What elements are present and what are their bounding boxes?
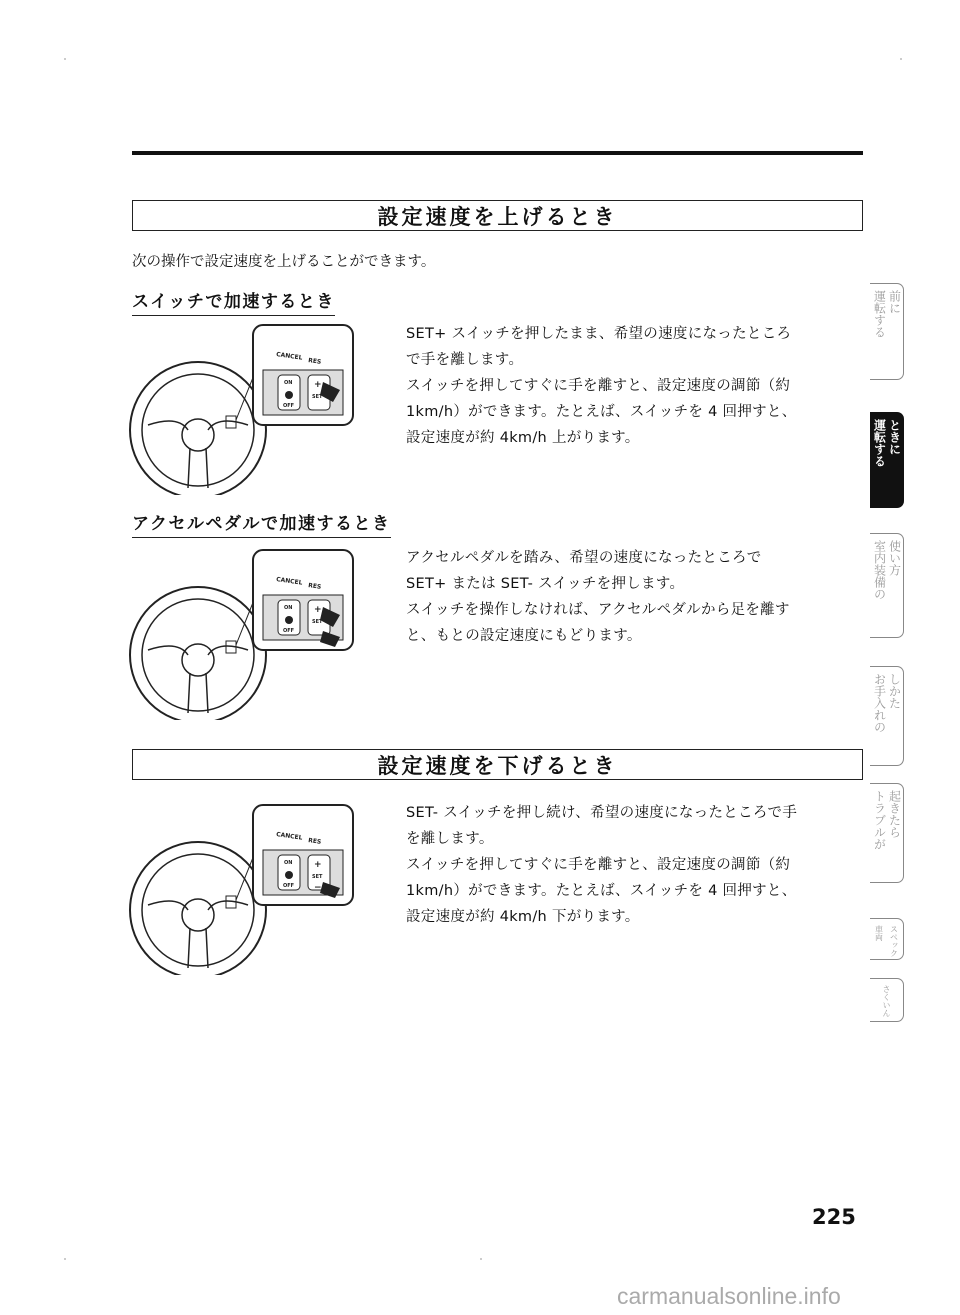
page-number: 225 [812, 1205, 856, 1229]
side-tab-label: お手入れの [872, 673, 887, 733]
plus-label: + [314, 860, 322, 870]
side-tab-label: 前に [887, 290, 902, 314]
side-tab-label: 車両 [874, 925, 884, 941]
decrease-line-1: SET- スイッチを押し続け、希望の速度になったところで手 [406, 805, 798, 821]
side-tab-label: 起きたら [887, 790, 902, 838]
crop-mark [64, 1258, 66, 1260]
cancel-label: CANCEL [275, 831, 303, 842]
minus-label: − [314, 883, 322, 893]
side-tab-label: 室内装備の [872, 540, 887, 600]
top-rule [132, 151, 863, 155]
cancel-label: CANCEL [275, 576, 303, 587]
res-label: RES [307, 837, 322, 846]
pedal-line-4: と、もとの設定速度にもどります。 [406, 628, 642, 644]
side-tab-label: さくいん [882, 985, 891, 1017]
plus-label: + [314, 380, 322, 390]
decrease-line-3: スイッチを押してすぐに手を離すと、設定速度の調節（約 [406, 857, 791, 873]
off-label: OFF [283, 628, 295, 634]
switch-line-3: スイッチを押してすぐに手を離すと、設定速度の調節（約 [406, 378, 791, 394]
steering-illustration-pedal [128, 545, 363, 720]
cancel-label: CANCEL [275, 351, 303, 362]
switch-line-5: 設定速度が約 4km/h 上がります。 [406, 430, 640, 446]
steering-illustration-decrease [128, 800, 363, 975]
decrease-line-4: 1km/h）ができます。たとえば、スイッチを 4 回押すと、 [406, 883, 797, 899]
side-tab-before-driving[interactable] [870, 283, 904, 380]
intro-text: 次の操作で設定速度を上げることができます。 [132, 254, 436, 270]
steering-illustration-switch [128, 320, 363, 495]
pedal-description [406, 545, 862, 649]
plus-label: + [314, 605, 322, 615]
off-label: OFF [283, 883, 295, 889]
side-tab-maintenance[interactable] [870, 666, 904, 766]
side-tab-trouble[interactable] [870, 783, 904, 883]
crop-mark [480, 1258, 482, 1260]
decrease-line-5: 設定速度が約 4km/h 下がります。 [406, 909, 640, 925]
side-tab-label: 運転する [872, 290, 887, 338]
section-header-decrease [132, 749, 863, 780]
set-label: SET [312, 394, 323, 400]
crop-mark [64, 58, 66, 60]
crop-mark [900, 58, 902, 60]
pedal-line-2: SET+ または SET- スイッチを押します。 [406, 576, 685, 592]
on-label: ON [284, 380, 293, 386]
side-tab-interior[interactable] [870, 533, 904, 638]
subheading-switch: スイッチで加速するとき [132, 287, 335, 316]
decrease-line-2: を離します。 [406, 831, 494, 847]
switch-description [406, 321, 862, 451]
side-tab-label: トラブルが [872, 790, 887, 850]
section-header-increase [132, 200, 863, 231]
off-label: OFF [283, 403, 295, 409]
side-tab-index[interactable] [870, 978, 904, 1022]
switch-line-4: 1km/h）ができます。たとえば、スイッチを 4 回押すと、 [406, 404, 797, 420]
footer-watermark: carmanualsonline.info [617, 1283, 841, 1309]
section-title-increase: 設定速度を上げるとき [377, 204, 618, 229]
section-title-decrease: 設定速度を下げるとき [377, 753, 618, 778]
side-tab-label: スペック [889, 925, 899, 957]
set-label: SET [312, 874, 323, 880]
on-label: ON [284, 860, 293, 866]
side-tab-label: ときに [887, 419, 902, 455]
pedal-line-3: スイッチを操作しなければ、アクセルペダルから足を離す [406, 602, 790, 618]
side-tab-specs[interactable] [870, 918, 904, 960]
switch-line-1: SET+ スイッチを押したまま、希望の速度になったところ [406, 326, 792, 342]
side-tab-when-driving[interactable] [870, 412, 904, 508]
set-label: SET [312, 619, 323, 625]
side-tab-label: しかた [887, 673, 902, 709]
res-label: RES [307, 582, 322, 591]
side-tab-label: 運転する [872, 419, 887, 467]
pedal-line-1: アクセルペダルを踏み、希望の速度になったところで [406, 550, 762, 566]
side-tab-label: 使い方 [887, 540, 902, 576]
res-label: RES [307, 357, 322, 366]
decrease-description [406, 800, 862, 930]
on-label: ON [284, 605, 293, 611]
switch-line-2: で手を離します。 [406, 352, 524, 368]
subheading-pedal: アクセルペダルで加速するとき [132, 509, 391, 538]
